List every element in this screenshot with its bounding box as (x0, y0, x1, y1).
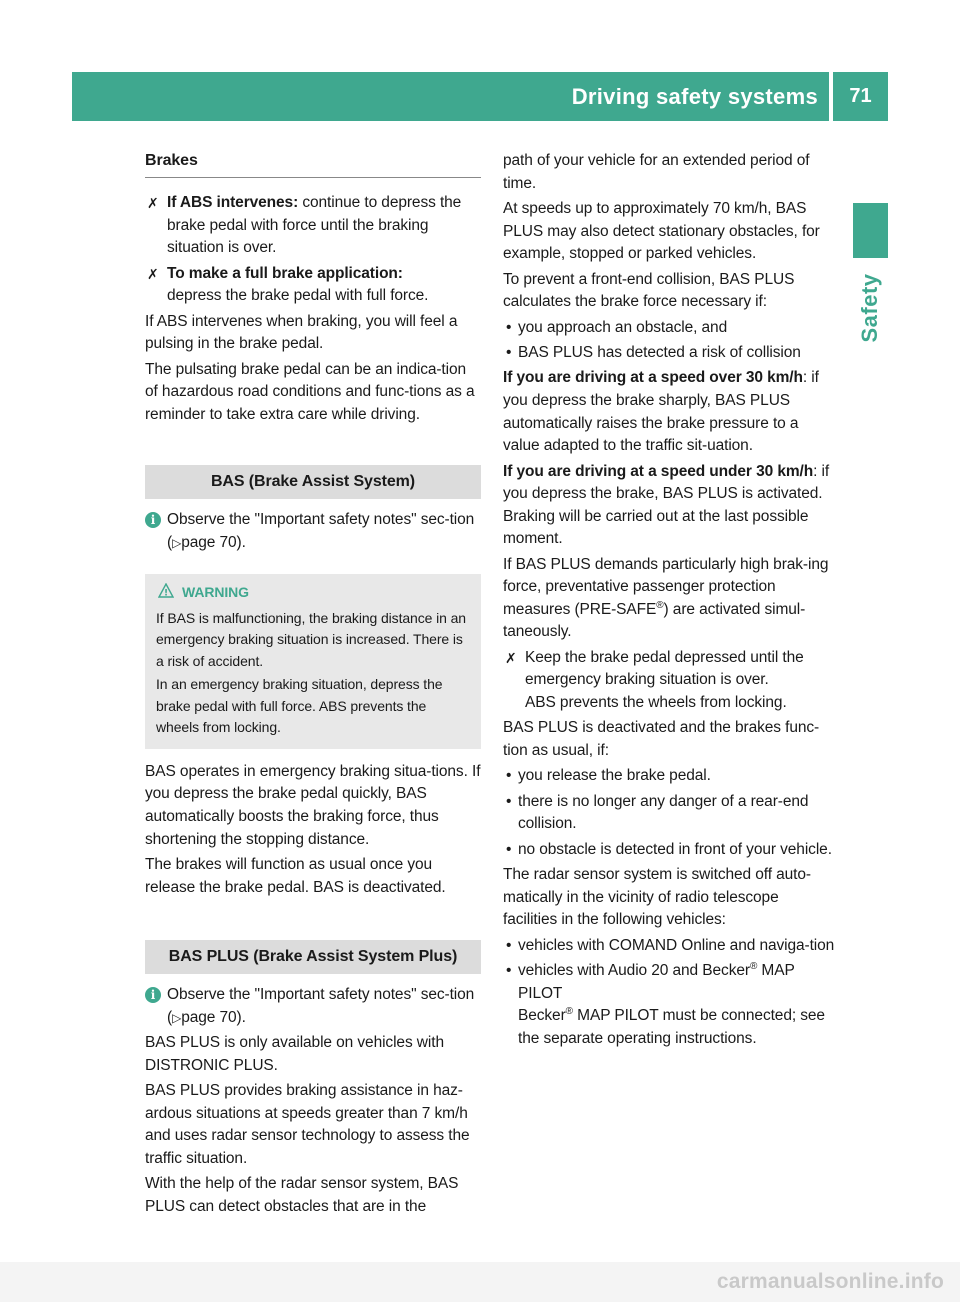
step-arrow-icon: ✗ (147, 265, 159, 282)
bullet-icon: • (506, 962, 512, 980)
paragraph: If you are driving at a speed over 30 km/h: if you depress the brake sharply, BAS PLUS automatically raises the brake pressure to a value adapted to the traffic sit-uation. (503, 369, 819, 455)
paragraph: BAS PLUS is deactivated and the brakes func-tion as usual, if: (503, 719, 820, 760)
step-abs-intervenes: ✗ If ABS intervenes: continue to depress the brake pedal with force until the braking situation is over. (147, 194, 462, 257)
paragraph: If you are driving at a speed under 30 km/h: if you depress the brake, BAS PLUS is activated. Braking will be carried out at the last possible moment. (503, 462, 830, 548)
watermark: carmanualsonline.info (716, 1270, 944, 1293)
warning-text: In an emergency braking situation, depress the brake pedal with full force. ABS prevents the wheels from locking. (156, 676, 443, 736)
bas-plus-heading: BAS PLUS (Brake Assist System Plus) (145, 940, 481, 974)
page-ref-link[interactable]: page 70). (181, 1008, 246, 1026)
side-tab-marker (853, 203, 888, 258)
bullet-icon: • (506, 840, 512, 858)
paragraph: The pulsating brake pedal can be an indica-tion of hazardous road conditions and func-tions as a reminder to take extra care while driving. (145, 360, 475, 423)
right-column (503, 150, 836, 1053)
svg-text:!: ! (163, 588, 169, 599)
bullet-icon: • (506, 767, 512, 785)
info-icon: i (145, 987, 161, 1003)
side-tab-label: Safety (857, 273, 882, 343)
footer-bar (0, 1262, 960, 1302)
bullet-icon: • (506, 343, 512, 361)
page-header (72, 72, 888, 121)
step-keep-pedal: ✗ Keep the brake pedal depressed until the emergency braking situation is over. ABS prevents the wheels from locking. (505, 648, 804, 712)
bullet-icon: • (506, 936, 512, 954)
warning-box (145, 574, 481, 749)
step-full-brake: ✗ To make a full brake application: depress the brake pedal with full force. (147, 264, 429, 305)
info-note: i Observe the "Important safety notes" sec-tion (▷page 70). (145, 984, 481, 1029)
bullet-icon: • (506, 792, 512, 810)
paragraph: The radar sensor system is switched off auto-matically in the vicinity of radio telescope facilities in the following vehicles: (503, 866, 811, 929)
paragraph: BAS PLUS is only available on vehicles with DISTRONIC PLUS. (145, 1033, 444, 1074)
info-note: i Observe the "Important safety notes" sec-tion (▷page 70). (145, 509, 481, 554)
paragraph: With the help of the radar sensor system, BAS PLUS can detect obstacles that are in the (145, 1175, 459, 1215)
brakes-heading: Brakes (145, 150, 481, 178)
paragraph: If ABS intervenes when braking, you will feel a pulsing in the brake pedal. (145, 312, 458, 353)
list-item: • you approach an obstacle, and (503, 317, 836, 340)
section-title: Driving safety systems (72, 72, 829, 121)
list-item: • no obstacle is detected in front of your vehicle. (503, 839, 836, 862)
list-item: • vehicles with COMAND Online and naviga-tion (503, 935, 836, 958)
page-ref-arrow-icon: ▷ (172, 535, 182, 550)
page-ref-link[interactable]: page 70). (181, 533, 246, 551)
step-arrow-icon: ✗ (505, 649, 517, 666)
warning-title: ! WARNING (156, 582, 470, 604)
paragraph: If BAS PLUS demands particularly high brak-ing force, preventative passenger protection measures (PRE-SAFE®) are activated simul-taneously. (503, 555, 829, 641)
info-icon: i (145, 512, 161, 528)
left-column (145, 150, 481, 1221)
list-item: • you release the brake pedal. (503, 765, 836, 788)
list-item: • BAS PLUS has detected a risk of collision (503, 342, 836, 365)
paragraph: path of your vehicle for an extended period of time. (503, 152, 810, 192)
list-item: • vehicles with Audio 20 and Becker® MAP PILOT Becker® MAP PILOT must be connected; see the separate operating instructions. (506, 960, 825, 1047)
warning-text: If BAS is malfunctioning, the braking distance in an emergency braking situation is increased. There is a risk of accident. (156, 609, 466, 669)
page-number: 71 (833, 72, 888, 121)
paragraph: At speeds up to approximately 70 km/h, BAS PLUS may also detect stationary obstacles, for example, stopped or parked vehicles. (503, 199, 820, 263)
warning-icon (158, 583, 174, 598)
paragraph: BAS operates in emergency braking situa-tions. If you depress the brake pedal quickly, BAS automatically boosts the braking force, thus shortening the stopping distance. (145, 762, 481, 848)
bas-heading: BAS (Brake Assist System) (145, 465, 481, 499)
list-item: • there is no longer any danger of a rear-end collision. (506, 792, 809, 833)
paragraph: To prevent a front-end collision, BAS PLUS calculates the brake force necessary if: (503, 270, 795, 311)
step-arrow-icon: ✗ (147, 195, 159, 211)
page-ref-arrow-icon: ▷ (172, 1010, 182, 1025)
bullet-icon: • (506, 318, 512, 336)
paragraph: The brakes will function as usual once you release the brake pedal. BAS is deactivated. (145, 855, 446, 896)
paragraph: BAS PLUS provides braking assistance in haz-ardous situations at speeds greater than 7 km/h and uses radar sensor technology to assess the traffic situation. (145, 1081, 470, 1167)
